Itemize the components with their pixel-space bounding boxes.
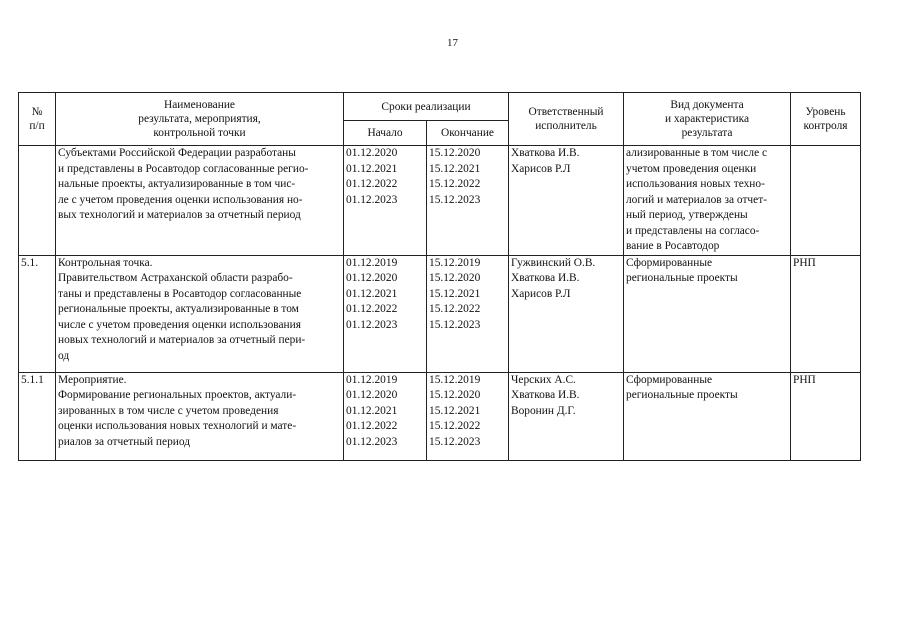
text-line: 01.12.2021 [346,404,398,417]
cell-start [344,255,427,372]
cell-level [791,372,861,460]
text-line: РНП [793,256,816,269]
text-line: ализированные в том числе с [626,147,768,159]
text-line: региональные проекты [626,272,738,284]
text-line: ле с учетом проведения оценки использования но- [58,193,303,206]
cell-num [19,146,56,256]
text-line: Сформированные [626,256,713,269]
table-row [19,146,861,256]
text-line: 15.12.2020 [429,389,481,401]
text-line: 15.12.2021 [429,287,481,300]
text-line: 01.12.2019 [346,256,398,269]
text-line: 15.12.2023 [429,318,481,331]
text-line: 01.12.2022 [346,420,398,432]
text-line: вых технологий и материалов за отчетный период [58,209,301,221]
cell-name [56,146,344,256]
cell-end [427,255,509,372]
text-line: РНП [793,373,816,386]
text-line: нальные проекты, актуализированные в том чис- [58,178,296,190]
text-line: Черских А.С. [511,373,576,386]
text-line: Хваткова И.В. [511,389,580,401]
text-line: 01.12.2023 [346,435,398,448]
text-line: Правительством Астраханской области разрабо- [58,272,293,284]
text-line: результата [681,127,733,139]
text-line: ный период, утверждены [626,209,748,221]
cell-end [427,372,509,460]
header-responsible [509,93,624,146]
text-line: 15.12.2023 [429,435,481,448]
cell-start [344,372,427,460]
text-line: 01.12.2020 [346,389,398,401]
text-line: исполнитель [535,120,597,132]
text-line: 01.12.2019 [346,373,398,386]
text-line: 01.12.2023 [346,318,398,331]
header-start: Начало [344,121,427,146]
header-num [19,93,56,146]
text-line: Мероприятие. [58,373,127,386]
header-end: Окончание [427,121,509,146]
cell-level [791,255,861,372]
page-number: 17 [447,37,458,49]
text-line: зированных в том числе с учетом проведения [58,404,279,417]
header-level [791,93,861,146]
text-line: Наименование [164,99,235,111]
cell-num [19,255,56,372]
text-line: 5.1.1 [21,373,44,386]
text-line: 15.12.2021 [429,162,481,175]
text-line: Гужвинский О.В. [511,256,596,269]
text-line: логий и материалов за отчет- [626,193,767,206]
cell-name [56,372,344,460]
text-line: Формирование региональных проектов, актуали- [58,389,297,401]
text-line: Хваткова И.В. [511,272,580,284]
cell-level [791,146,861,256]
text-line: 01.12.2020 [346,272,398,284]
text-line: 01.12.2022 [346,303,398,315]
text-line: региональные проекты, актуализированные в том [58,303,299,315]
text-line: таны и представлены в Росавтодор согласованные [58,287,302,300]
text-line: контрольной точки [153,127,246,139]
text-line: 01.12.2022 [346,178,398,190]
text-line: Ответственный [528,106,604,118]
text-line: Вид документа [670,99,744,111]
text-line: Субъектами Российской Федерации разработаны [58,147,296,159]
text-line: Уровень [805,106,846,118]
text-line: 15.12.2021 [429,404,481,417]
cell-num [19,372,56,460]
text-line: 01.12.2021 [346,162,398,175]
text-line: региональные проекты [626,389,738,401]
cell-name [56,255,344,372]
text-line: 01.12.2020 [346,147,398,159]
text-line: учетом проведения оценки [626,162,757,175]
text-line: Хваткова И.В. [511,147,580,159]
header-name [56,93,344,146]
text-line: 15.12.2020 [429,272,481,284]
text-line: 5.1. [21,256,39,269]
text-line: 15.12.2020 [429,147,481,159]
text-line: и представлены на согласо- [626,224,760,237]
text-line: 15.12.2019 [429,256,481,269]
cell-document [624,146,791,256]
cell-start [344,146,427,256]
text-line: Сформированные [626,373,713,386]
text-line: 15.12.2022 [429,420,481,432]
table-row [19,255,861,372]
cell-responsible [509,146,624,256]
text-line: Харисов Р.Л [511,287,571,300]
text-line: 15.12.2022 [429,178,481,190]
text-line: 01.12.2023 [346,193,398,206]
text-line: числе с учетом проведения оценки использования [58,318,301,331]
text-line: и характеристика [664,113,750,125]
text-line: оценки использования новых технологий и мате- [58,420,297,432]
text-line: 15.12.2022 [429,303,481,315]
header-terms: Сроки реализации [344,93,509,121]
text-line: 01.12.2021 [346,287,398,300]
cell-responsible [509,372,624,460]
text-line: контроля [803,120,848,132]
text-line: риалов за отчетный период [58,435,191,448]
cell-responsible [509,255,624,372]
text-line: результата, мероприятия, [138,113,261,125]
text-line: од [58,349,70,362]
text-line: п/п [29,120,45,132]
text-line: вание в Росавтодор [626,240,720,252]
text-line: № [31,106,43,118]
text-line: Воронин Д.Г. [511,404,576,417]
text-line: Контрольная точка. [58,256,153,269]
table-row [19,372,861,460]
text-line: 15.12.2023 [429,193,481,206]
text-line: новых технологий и материалов за отчетный пери- [58,334,306,346]
implementation-plan-table [18,92,861,461]
text-line: 15.12.2019 [429,373,481,386]
header-document [624,93,791,146]
cell-document [624,372,791,460]
header-row [19,93,861,121]
cell-document [624,255,791,372]
text-line: Харисов Р.Л [511,162,571,175]
text-line: и представлены в Росавтодор согласованные регио- [58,162,309,175]
text-line: использования новых техно- [626,178,765,190]
cell-end [427,146,509,256]
